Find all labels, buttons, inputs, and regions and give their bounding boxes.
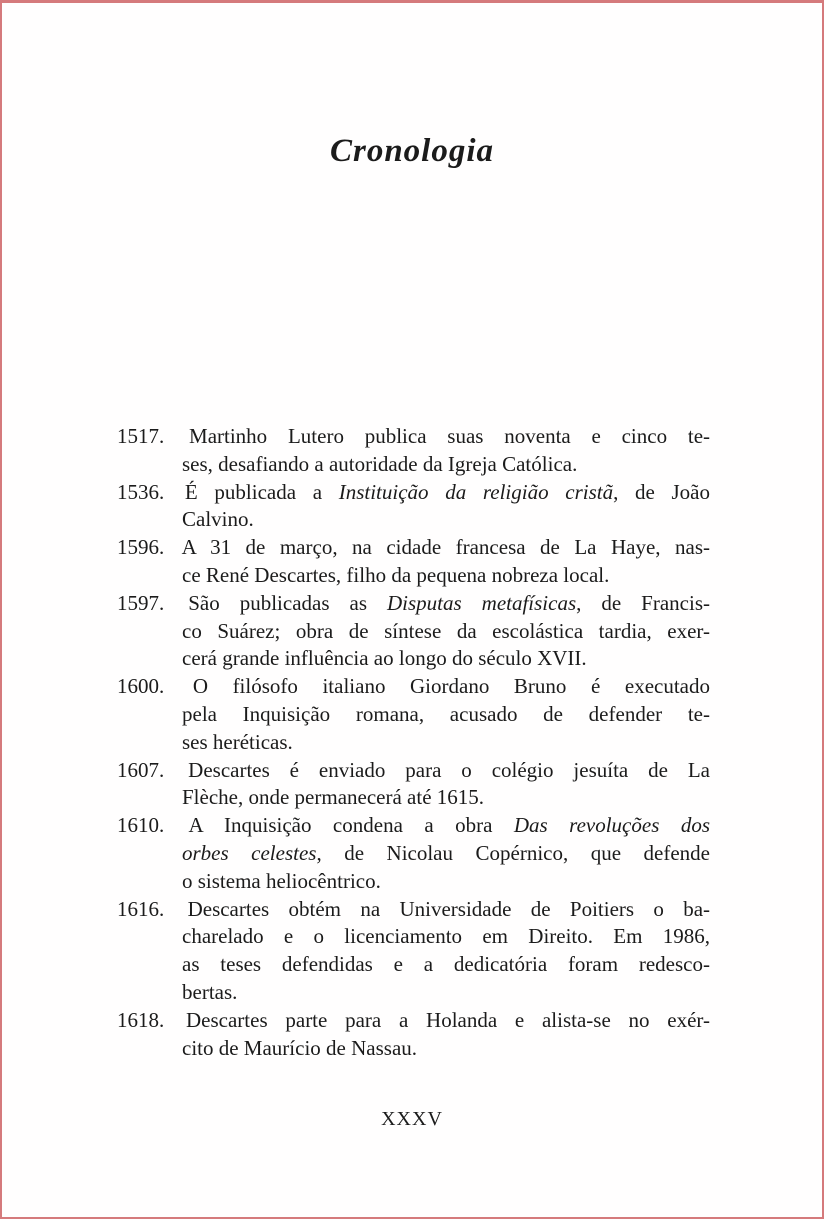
text-segment: charelado e o licenciamento em Direito. Em 1986, [182, 924, 710, 949]
book-title-italic: Disputas metafísicas [386, 590, 577, 615]
entry-year: 1536. [117, 479, 165, 504]
text-segment: São publicadas as [188, 590, 387, 615]
entry-year: 1597. [117, 590, 165, 615]
entry-line [182, 562, 710, 590]
text-segment: ses, desafiando a autoridade da Igreja Católica. [182, 451, 578, 476]
text-segment: O filósofo italiano Giordano Bruno é executado [192, 674, 710, 699]
entry-line [182, 645, 710, 673]
entry-line [117, 812, 710, 840]
entry-line [182, 840, 710, 868]
entry-line [182, 729, 710, 757]
entry-year: 1517. [117, 424, 165, 448]
entry-line [182, 923, 710, 951]
text-segment: ses heréticas. [182, 729, 293, 754]
text-segment: ce René Descartes, filho da pequena nobreza local. [182, 562, 610, 587]
entry-line [117, 757, 711, 785]
entry-line [182, 506, 710, 534]
entry-line [182, 979, 710, 1007]
entry-line [117, 896, 711, 924]
book-title-italic: Instituição da religião cristã [338, 479, 614, 504]
text-segment: pela Inquisição romana, acusado de defender te- [182, 701, 710, 726]
text-segment: cito de Maurício de Nassau. [182, 1035, 418, 1060]
book-title-italic: orbes celestes [182, 840, 317, 865]
text-segment: Descartes é enviado para o colégio jesuíta de La [188, 757, 711, 782]
entry-line [117, 479, 710, 507]
text-segment: Descartes obtém na Universidade de Poitiers o ba- [187, 896, 711, 921]
text-segment: , de João [613, 479, 710, 504]
text-segment: , de Francis- [576, 590, 710, 615]
entry-line [182, 618, 710, 646]
text-segment: Calvino. [182, 507, 254, 532]
text-segment: as teses defendidas e a dedicatória foram redesco- [182, 952, 710, 977]
entry-line [117, 534, 710, 562]
entry-line [182, 701, 710, 729]
entry-line [117, 1007, 710, 1035]
chronology-entry [117, 423, 710, 479]
chronology-entry [117, 479, 710, 535]
entry-line [117, 590, 710, 618]
page-title: Cronologia [329, 133, 495, 169]
entry-line [182, 868, 710, 896]
text-segment: co Suárez; obra de síntese da escolástica tardia, exer- [182, 618, 710, 643]
text-segment: o sistema heliocêntrico. [182, 868, 381, 893]
chronology-entry [117, 534, 710, 590]
chronology-list [117, 423, 710, 1062]
entry-year: 1607. [117, 757, 165, 782]
chronology-entry [117, 1007, 710, 1063]
text-segment: , de Nicolau Copérnico, que defende [316, 840, 710, 865]
entry-year: 1596. [117, 535, 165, 560]
entry-year: 1600. [117, 674, 165, 699]
text-segment: cerá grande influência ao longo do século XVII. [182, 646, 587, 671]
entry-line [182, 784, 710, 812]
chronology-entry [117, 812, 710, 895]
entry-year: 1610. [117, 813, 165, 838]
text-segment: É publicada a [184, 479, 339, 504]
chronology-entry [117, 896, 710, 1007]
entry-line [182, 951, 710, 979]
entry-year: 1616. [117, 896, 165, 921]
chronology-entry [117, 757, 710, 813]
entry-line [182, 451, 710, 479]
entry-line [117, 673, 710, 701]
entry-line [182, 1035, 710, 1063]
entry-line [117, 423, 711, 451]
text-segment: Martinho Lutero publica suas noventa e cinco te- [189, 424, 711, 448]
chronology-entry [117, 590, 710, 673]
text-segment: A Inquisição condena a obra [188, 813, 514, 838]
chronology-entry [117, 673, 710, 756]
page-number: XXXV [381, 1108, 443, 1130]
book-title-italic: Das revoluções dos [513, 813, 710, 838]
text-segment: Flèche, onde permanecerá até 1615. [182, 785, 485, 810]
text-segment: A 31 de março, na cidade francesa de La Haye, nas- [181, 535, 710, 560]
text-segment: Descartes parte para a Holanda e alista-se no exér- [186, 1007, 710, 1032]
text-segment: bertas. [182, 979, 238, 1004]
entry-year: 1618. [117, 1007, 165, 1032]
